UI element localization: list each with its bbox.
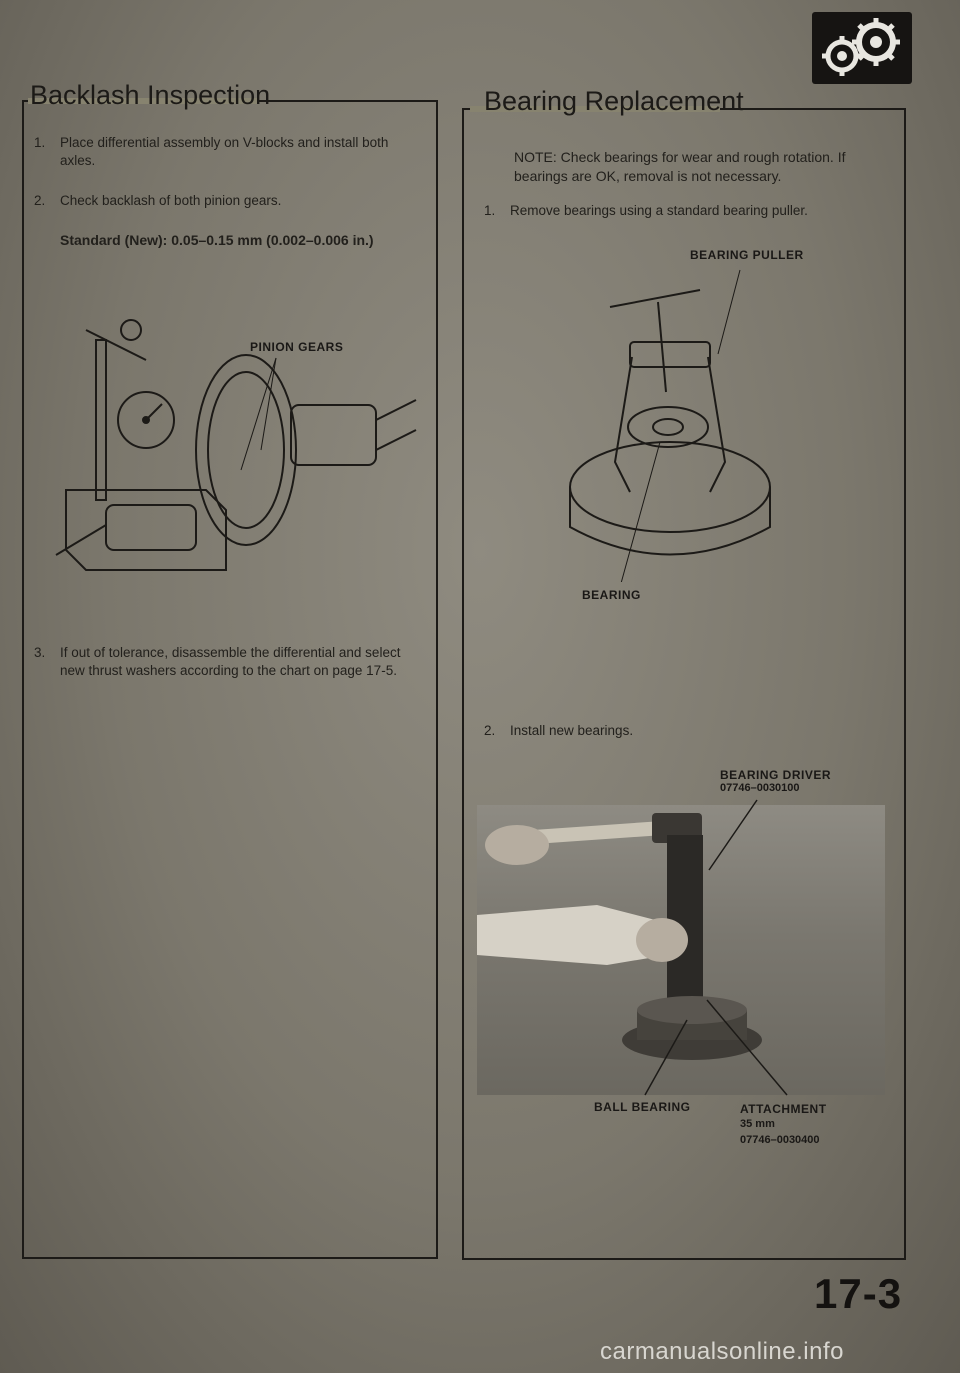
gears-icon [812, 12, 912, 84]
watermark-text: carmanualsonline.info [600, 1338, 844, 1365]
step-number: 1. [34, 135, 46, 150]
step-number: 3. [34, 645, 46, 660]
bearing-puller-label: BEARING PULLER [690, 248, 804, 262]
attachment-size: 35 mm [740, 1118, 775, 1130]
pinion-gears-label: PINION GEARS [250, 340, 344, 354]
bearing-driver-part-number: 07746–0030100 [720, 782, 800, 794]
bearing-label: BEARING [582, 588, 641, 602]
bearing-driver-label: BEARING DRIVER [720, 768, 832, 782]
step-text: Check backlash of both pinion gears. [60, 193, 282, 208]
step-text: Place differential assembly on V-blocks and install both axles. [60, 135, 389, 168]
bearing-section-title: Bearing Replacement [484, 86, 744, 116]
attachment-label: ATTACHMENT [740, 1102, 827, 1116]
step-number: 2. [484, 723, 496, 738]
bearing-puller-illustration [560, 262, 780, 582]
backlash-standard: Standard (New): 0.05–0.15 mm (0.002–0.006 in.) [60, 232, 374, 248]
attachment-part-number: 07746–0030400 [740, 1134, 820, 1146]
backlash-illustration [36, 300, 426, 600]
ball-bearing-label: BALL BEARING [594, 1100, 691, 1114]
step-text: Remove bearings using a standard bearing puller. [510, 203, 808, 218]
bearing-note: NOTE: Check bearings for wear and rough rotation. If bearings are OK, removal is not necessary. [514, 149, 846, 184]
step-number: 2. [34, 193, 46, 208]
step-text: If out of tolerance, disassemble the differential and select new thrust washers according to the chart on page 17-5. [60, 645, 401, 678]
step-number: 1. [484, 203, 496, 218]
backlash-section-title: Backlash Inspection [30, 80, 271, 110]
bearing-driver-callouts [477, 760, 897, 1120]
step-text: Install new bearings. [510, 723, 634, 738]
page-number: 17-3 [814, 1270, 903, 1317]
